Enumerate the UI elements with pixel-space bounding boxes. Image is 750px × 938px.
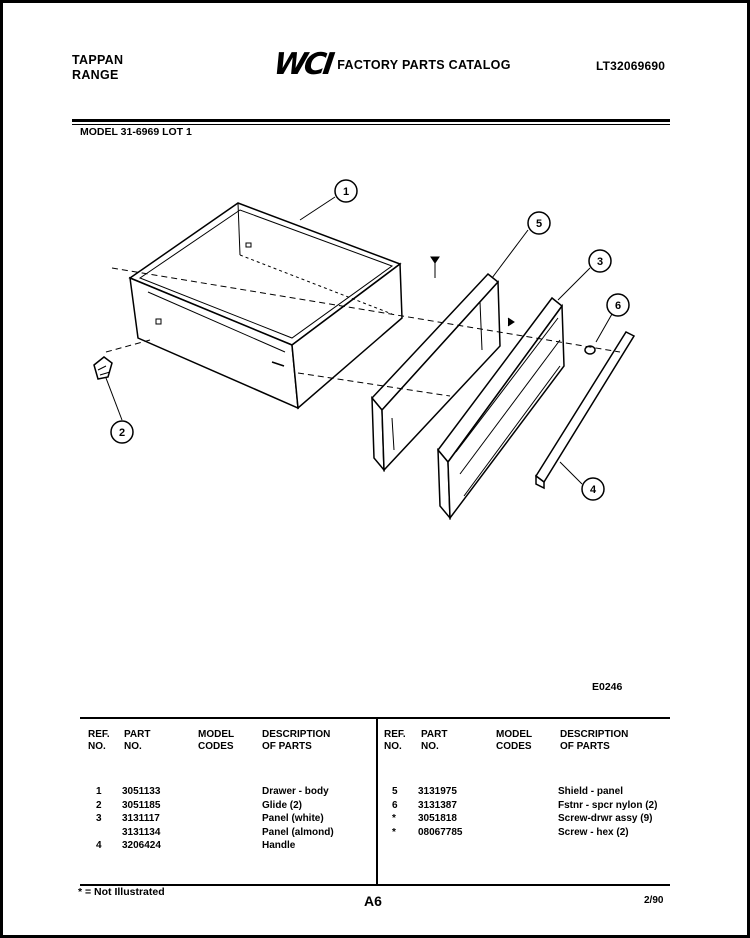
- table-cell: 3131134: [122, 826, 161, 838]
- table-cell: Panel (almond): [262, 826, 334, 838]
- screw-side: [508, 318, 514, 326]
- figure-code: E0246: [592, 681, 623, 693]
- table-cell: *: [392, 826, 396, 838]
- table-cell: 5: [392, 786, 398, 797]
- table-cell: 08067785: [418, 826, 463, 838]
- table-cell: 3131975: [418, 786, 457, 797]
- table-cell: 1: [96, 786, 102, 797]
- table-cell: 3206424: [122, 840, 161, 851]
- callout-5: 5: [535, 218, 543, 230]
- table-cell: 3: [96, 813, 102, 824]
- header-ref-no-right: REF. NO.: [384, 729, 406, 752]
- header-part-no: PART NO.: [124, 729, 151, 752]
- callout-2: 2: [118, 427, 126, 439]
- table-cell: Glide (2): [262, 799, 303, 811]
- table-cell: Fstnr - spcr nylon (2): [558, 799, 658, 811]
- left-ref-column: [96, 785, 102, 853]
- right-ref-column: [392, 785, 398, 839]
- table-cell: [96, 826, 102, 840]
- right-desc-column: [558, 785, 657, 839]
- document-number: LT32069690: [596, 59, 666, 73]
- table-cell: Shield - panel: [558, 786, 624, 797]
- table-cell: *: [392, 813, 396, 824]
- table-cell: Screw - hex (2): [558, 826, 629, 838]
- table-cell: 4: [96, 840, 102, 851]
- table-cell: 3051185: [122, 799, 161, 811]
- glide-drawing: [94, 357, 112, 379]
- header-part-no-right: PART NO.: [421, 729, 448, 752]
- screw-top: [431, 257, 439, 263]
- parts-table: [80, 717, 670, 886]
- table-cell: 3131387: [418, 799, 457, 811]
- table-cell: Drawer - body: [262, 786, 329, 797]
- table-cell: 6: [392, 799, 398, 811]
- drawer-body-drawing: [130, 203, 402, 408]
- left-desc-column: [262, 785, 334, 853]
- product-type: RANGE: [72, 68, 119, 82]
- model-line: MODEL 31-6969 LOT 1: [80, 126, 192, 138]
- callout-1: 1: [342, 186, 350, 198]
- callout-4: 4: [589, 484, 597, 496]
- table-divider: [376, 719, 378, 884]
- table-cell: 3131117: [122, 813, 160, 824]
- header-model-codes-right: MODEL CODES: [496, 729, 533, 752]
- header-model-codes: MODEL CODES: [198, 729, 235, 752]
- table-cell: 2: [96, 799, 102, 811]
- revision-date: 2/90: [644, 895, 664, 906]
- table-cell: 3051818: [418, 813, 457, 824]
- brand-block: [72, 53, 123, 83]
- callout-3: 3: [596, 256, 604, 268]
- table-cell: Handle: [262, 840, 296, 851]
- catalog-heading: [271, 47, 511, 82]
- catalog-title: FACTORY PARTS CATALOG: [337, 57, 511, 72]
- table-cell: Panel (white): [262, 813, 324, 824]
- page-number: A6: [364, 893, 382, 909]
- right-part-column: [418, 785, 463, 839]
- header-rule-thick: [72, 119, 670, 122]
- header-description: DESCRIPTION OF PARTS: [262, 729, 331, 752]
- callout-6: 6: [614, 300, 622, 312]
- table-cell: 3051133: [122, 786, 161, 797]
- header-description-right: DESCRIPTION OF PARTS: [560, 729, 629, 752]
- left-part-column: [122, 785, 161, 853]
- table-cell: Screw-drwr assy (9): [558, 813, 653, 824]
- header-ref-no: REF. NO.: [88, 729, 110, 752]
- header-rule-thin: [72, 124, 670, 125]
- brand-name: TAPPAN: [72, 53, 124, 67]
- wci-logo: WCI: [271, 47, 334, 82]
- exploded-parts-diagram: [60, 160, 690, 540]
- footnote: * = Not Illustrated: [78, 886, 165, 898]
